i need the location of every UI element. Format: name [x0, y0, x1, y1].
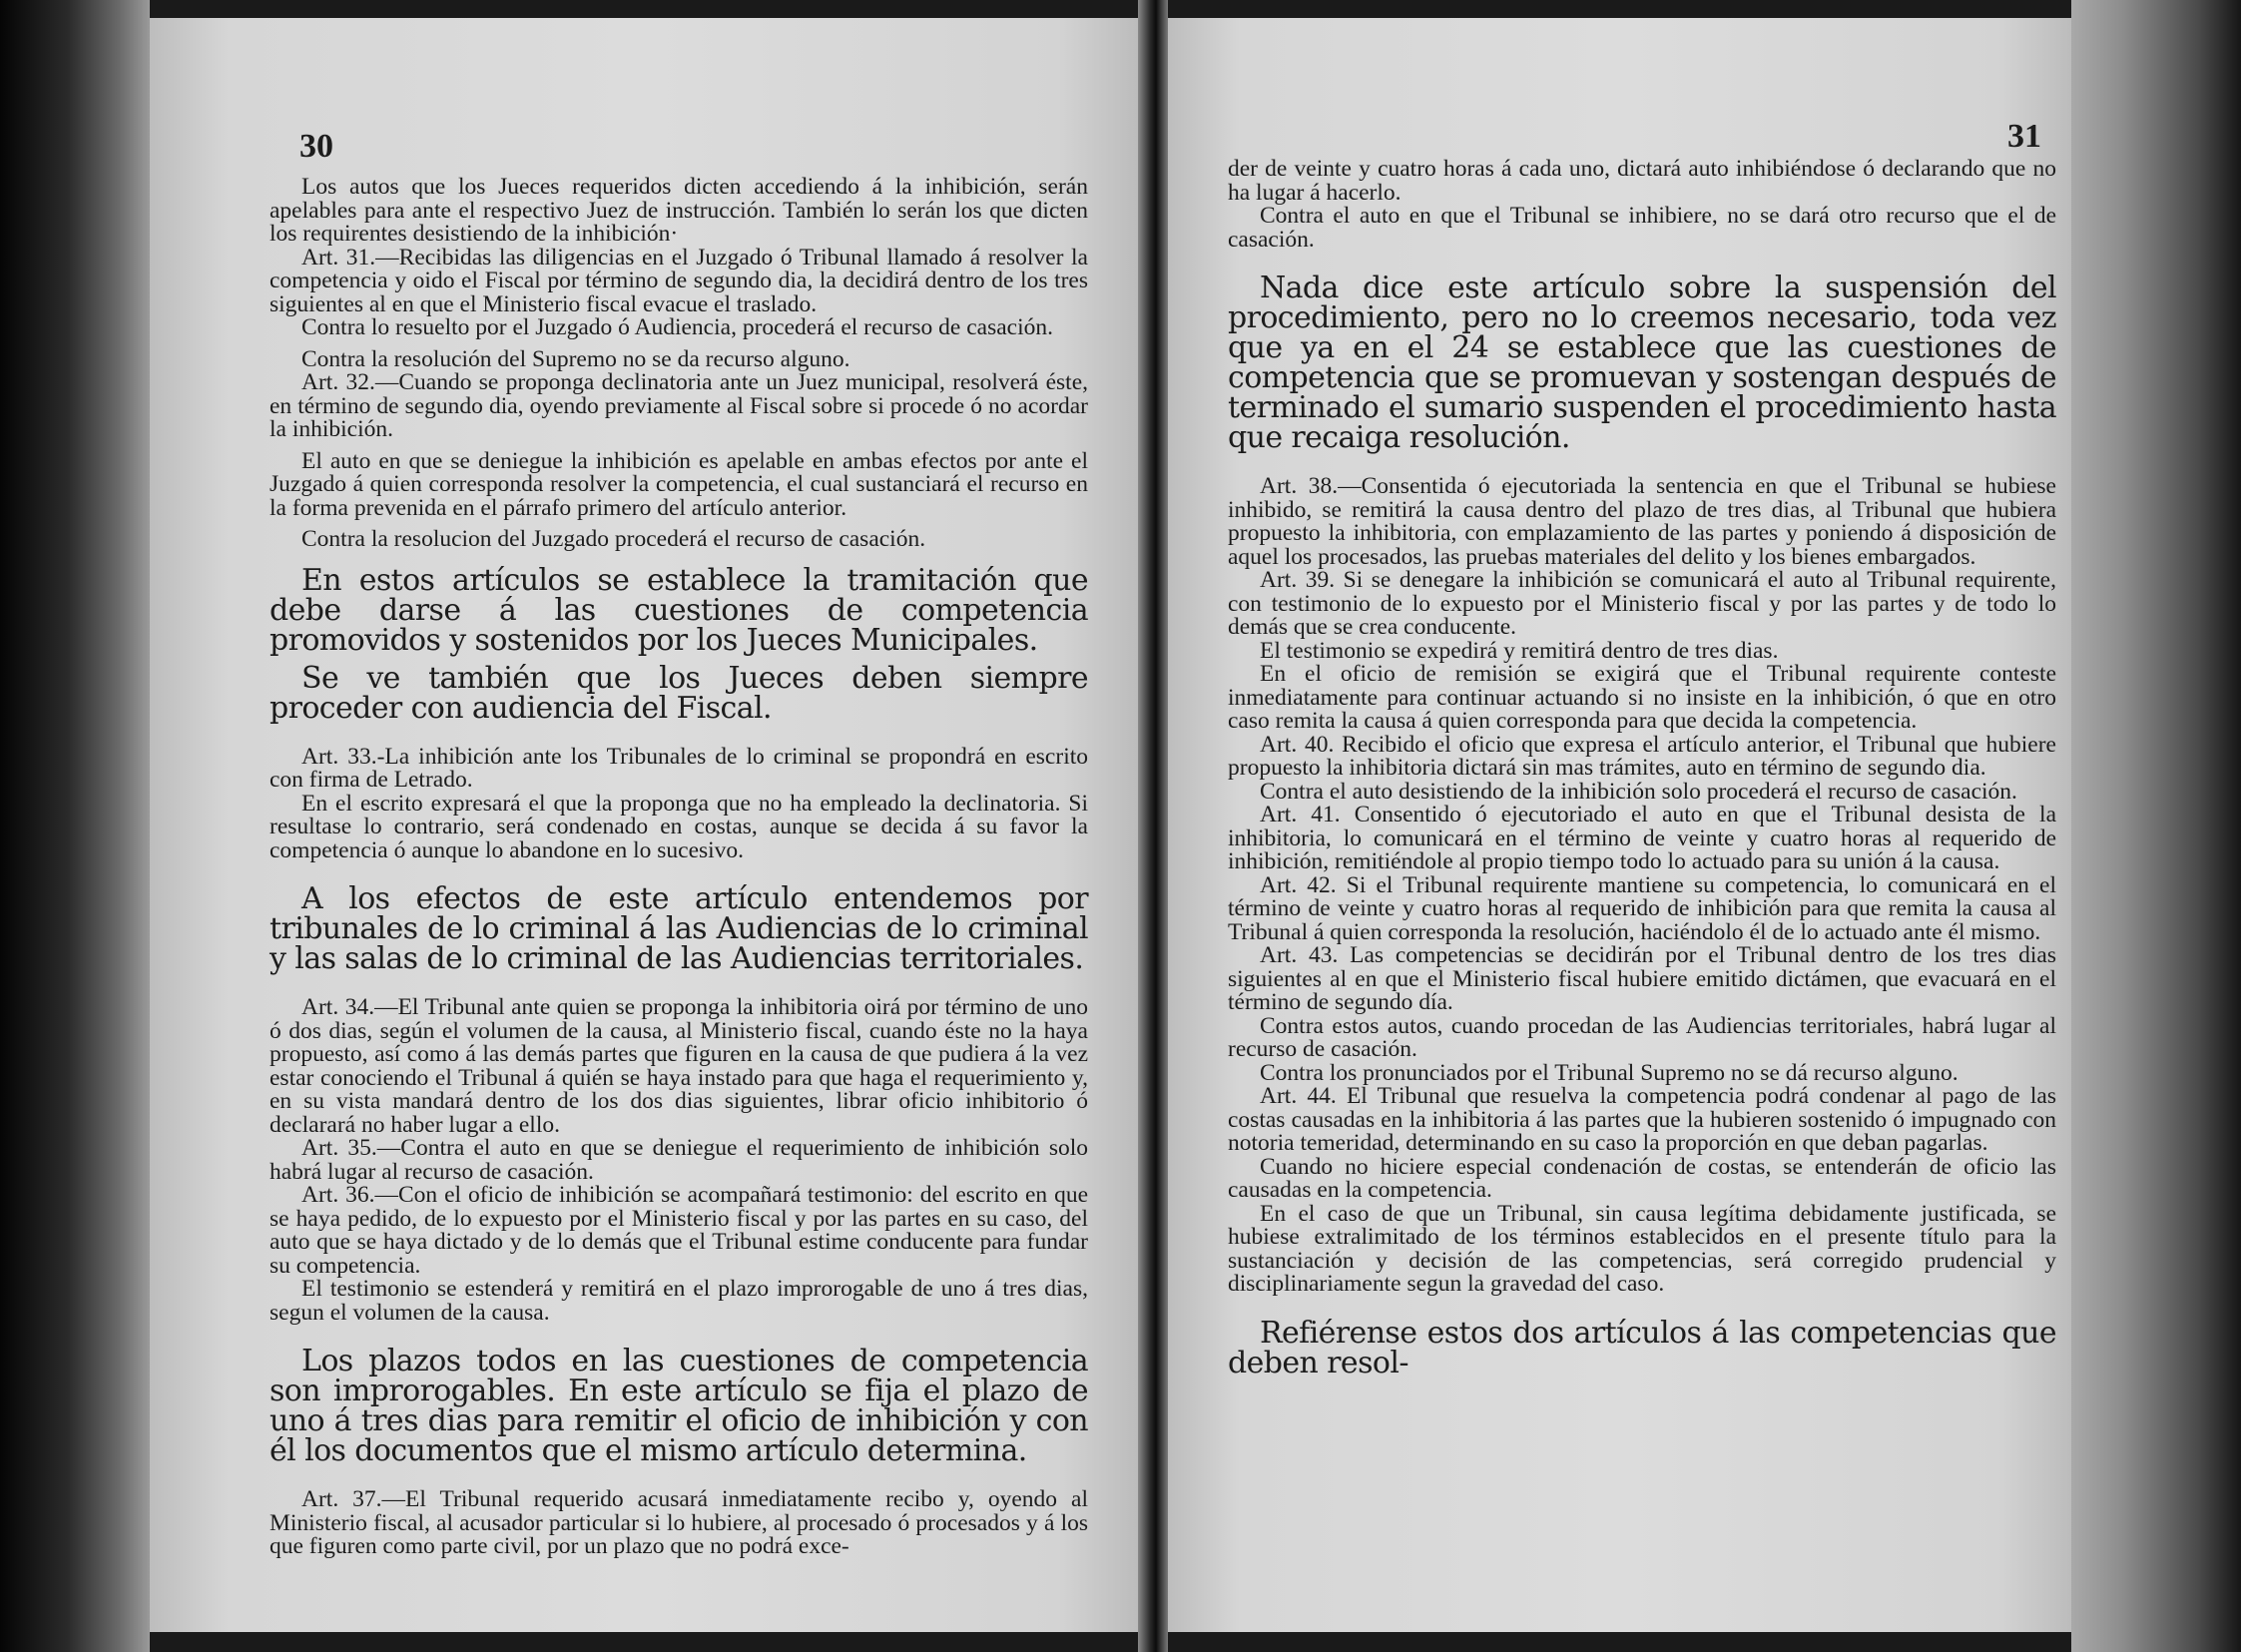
article-37: Art. 37.—El Tribunal requerido acusará inmediatamente recibo y, oyendo al Ministerio fiscal, al acusador particular si lo hubiere, al procesado ó procesados y á los que figuren como parte civil, por un plazo que no podrá exce- [270, 1486, 1088, 1559]
paragraph: El testimonio se expedirá y remitirá dentro de tres dias. [1260, 637, 1779, 664]
article-32: Art. 32.—Cuando se proponga declinatoria ante un Juez municipal, resolverá éste, en término de segundo dia, oyendo previamente al Fiscal sobre si procede ó no acordar la inhibición. [270, 369, 1088, 442]
binding-shadow-left [0, 0, 150, 1652]
page-body [270, 176, 1088, 1559]
commentary: Refiérense estos dos artículos á las competencias que deben resol- [1228, 1315, 2056, 1380]
paragraph: der de veinte y cuatro horas á cada uno, dictará auto inhibiéndose ó declarando que no ha lugar á hacerlo. [1228, 156, 2056, 206]
article-41: Art. 41. Consentido ó ejecutoriado el auto en que el Tribunal desista de la inhibitoria, lo comunicará en el término de veinte y cuatro horas al requerido de inhibición, remitiéndole al propio tiempo todo lo actuado para su unión á la causa. [1228, 802, 2056, 874]
commentary: En estos artículos se establece la tramitación que debe darse á las cuestiones de competencia promovidos y sostenidos por los Jueces Municipales. [270, 562, 1088, 658]
article-36: Art. 36.—Con el oficio de inhibición se acompañará testimonio: del escrito en que se haya pedido, de lo expuesto por el Ministerio fiscal y por las partes en su caso, del auto que se haya dictado y de lo demás que el Tribunal estime conducente para fundar su competencia. [270, 1182, 1088, 1279]
paragraph: En el oficio de remisión se exigirá que el Tribunal requirente conteste inmediatamente para continuar actuando si no insiste en la inhibición, ó que en otro caso remita la causa á quien corresponda para que decida la competencia. [1228, 661, 2056, 734]
article-39: Art. 39. Si se denegare la inhibición se comunicará el auto al Tribunal requirente, con testimonio de lo expuesto por el Ministerio fiscal y por las partes y de todo lo demás que se crea conducente. [1228, 567, 2056, 640]
article-42: Art. 42. Si el Tribunal requirente mantiene su competencia, lo comunicará en el término de veinte y cuatro horas al requerido de inhibición para que remita la causa al Tribunal á quien corresponda la resolución, haciéndolo él de lo actuado ante él mismo. [1228, 871, 2056, 945]
paragraph: El testimonio se estenderá y remitirá en el plazo improrogable de uno á tres dias, segun el volumen de la causa. [270, 1276, 1088, 1326]
article-34: Art. 34.—El Tribunal ante quien se proponga la inhibitoria oirá por término de uno ó dos dias, según el volumen de la causa, al Ministerio fiscal, cuando éste no la haya propuesto, así como á las demás partes que figuren en la causa de que pudiera á la vez estar conociendo el Tribunal á quién se haya instado para que haga el requerimiento y, en su vista mandará dentro de los dos dias siguientes, librar oficio inhibitorio ó declarará no haber lugar a ello. [270, 994, 1088, 1138]
paragraph: En el caso de que un Tribunal, sin causa legítima debidamente justificada, se hubiese extralimitado de los términos establecidos en el presente título para la sustanciación y decisión de las competencias, será corregido prudencial y disciplinariamente segun la gravedad del caso. [1228, 1200, 2056, 1297]
page-number: 31 [2007, 118, 2041, 155]
commentary: Los plazos todos en las cuestiones de competencia son improrogables. En este artículo se fija el plazo de uno á tres dias para remitir el oficio de inhibición y con él los documentos que el mismo artículo determina. [270, 1344, 1088, 1468]
commentary: A los efectos de este artículo entendemos por tribunales de lo criminal á las Audiencias de lo criminal y las salas de lo criminal de las Audiencias territoriales. [270, 881, 1088, 976]
commentary: Se ve también que los Jueces deben siempre proceder con audiencia del Fiscal. [270, 660, 1088, 726]
paragraph: Contra lo resuelto por el Juzgado ó Audiencia, procederá el recurso de casación. [301, 314, 1054, 340]
page-body [1228, 158, 2056, 1378]
paragraph: Contra la resolución del Supremo no se da recurso alguno. [301, 345, 850, 372]
article-40: Art. 40. Recibido el oficio que expresa el artículo anterior, el Tribunal que hubiere propuesto la inhibitoria dictará sin mas trámites, auto en término de segundo dia. [1228, 731, 2056, 781]
article-33: Art. 33.-La inhibición ante los Tribunales de lo criminal se propondrá en escrito con firma de Letrado. [270, 743, 1088, 793]
page-number: 30 [299, 128, 333, 165]
paragraph: Cuando no hiciere especial condenación de costas, se entenderán de oficio las causadas en la competencia. [1228, 1153, 2056, 1203]
right-page [1168, 18, 2071, 1632]
paragraph: Contra la resolucion del Juzgado procederá el recurso de casación. [301, 526, 926, 552]
page-edge-right [2071, 0, 2241, 1652]
paragraph: Contra estos autos, cuando procedan de las Audiencias territoriales, habrá lugar al recurso de casación. [1228, 1012, 2056, 1062]
paragraph: El auto en que se deniegue la inhibición es apelable en ambas efectos por ante el Juzgado á quien corresponda resolver la competencia, el cual sustanciará el recurso en la forma prevenida en el párrafo primero del artículo anterior. [270, 447, 1088, 521]
paragraph: Contra el auto en que el Tribunal se inhibiere, no se dará otro recurso que el de casación. [1228, 203, 2056, 253]
left-page [150, 18, 1138, 1632]
article-43: Art. 43. Las competencias se decidirán por el Tribunal dentro de los tres dias siguientes al en que el Ministerio fiscal hubiere emitido dictámen, que evacuará en el término de segundo día. [1228, 942, 2056, 1015]
book-gutter [1138, 0, 1168, 1652]
article-44: Art. 44. El Tribunal que resuelva la competencia podrá condenar al pago de las costas causadas en la inhibitoria á las partes que la hubieren sostenido ó impugnado con notoria temeridad, determinando en su caso la proporción en que deban pagarlas. [1228, 1083, 2056, 1156]
article-38: Art. 38.—Consentida ó ejecutoriada la sentencia en que el Tribunal se hubiese inhibido, se remitirá la causa dentro del plazo de tres dias, al Tribunal que hubiera propuesto la inhibitoria, con emplazamiento de las partes y poniendo á disposición de aquel los procesados, las pruebas materiales del delito y los bienes embargados. [1228, 473, 2056, 570]
paragraph: En el escrito expresará el que la proponga que no ha empleado la declinatoria. Si resultase lo contrario, será condenado en costas, aunque se decida á su favor la competencia ó aunque lo abandone en lo sucesivo. [270, 790, 1088, 863]
paragraph: Contra los pronunciados por el Tribunal Supremo no se dá recurso alguno. [1260, 1059, 1959, 1086]
paragraph: Contra el auto desistiendo de la inhibición solo procederá el recurso de casación. [1260, 778, 2017, 805]
article-35: Art. 35.—Contra el auto en que se deniegue el requerimiento de inhibición solo habrá lugar al recurso de casación. [270, 1135, 1088, 1185]
commentary: Nada dice este artículo sobre la suspensión del procedimiento, pero no lo creemos necesario, toda vez que ya en el 24 se establece que las cuestiones de competencia que se promuevan y sostengan después de terminado el sumario suspenden el procedimiento hasta que recaiga resolución. [1228, 271, 2056, 455]
article-31: Art. 31.—Recibidas las diligencias en el Juzgado ó Tribunal llamado á resolver la competencia y oido el Fiscal por término de segundo dia, la decidirá dentro de los tres siguientes al en que el Ministerio fiscal evacue el traslado. [270, 244, 1088, 317]
paragraph: Los autos que los Jueces requeridos dicten accediendo á la inhibición, serán apelables para ante el respectivo Juez de instrucción. También lo serán los que dicten los requirentes desistiendo de la inhibición· [270, 174, 1088, 247]
